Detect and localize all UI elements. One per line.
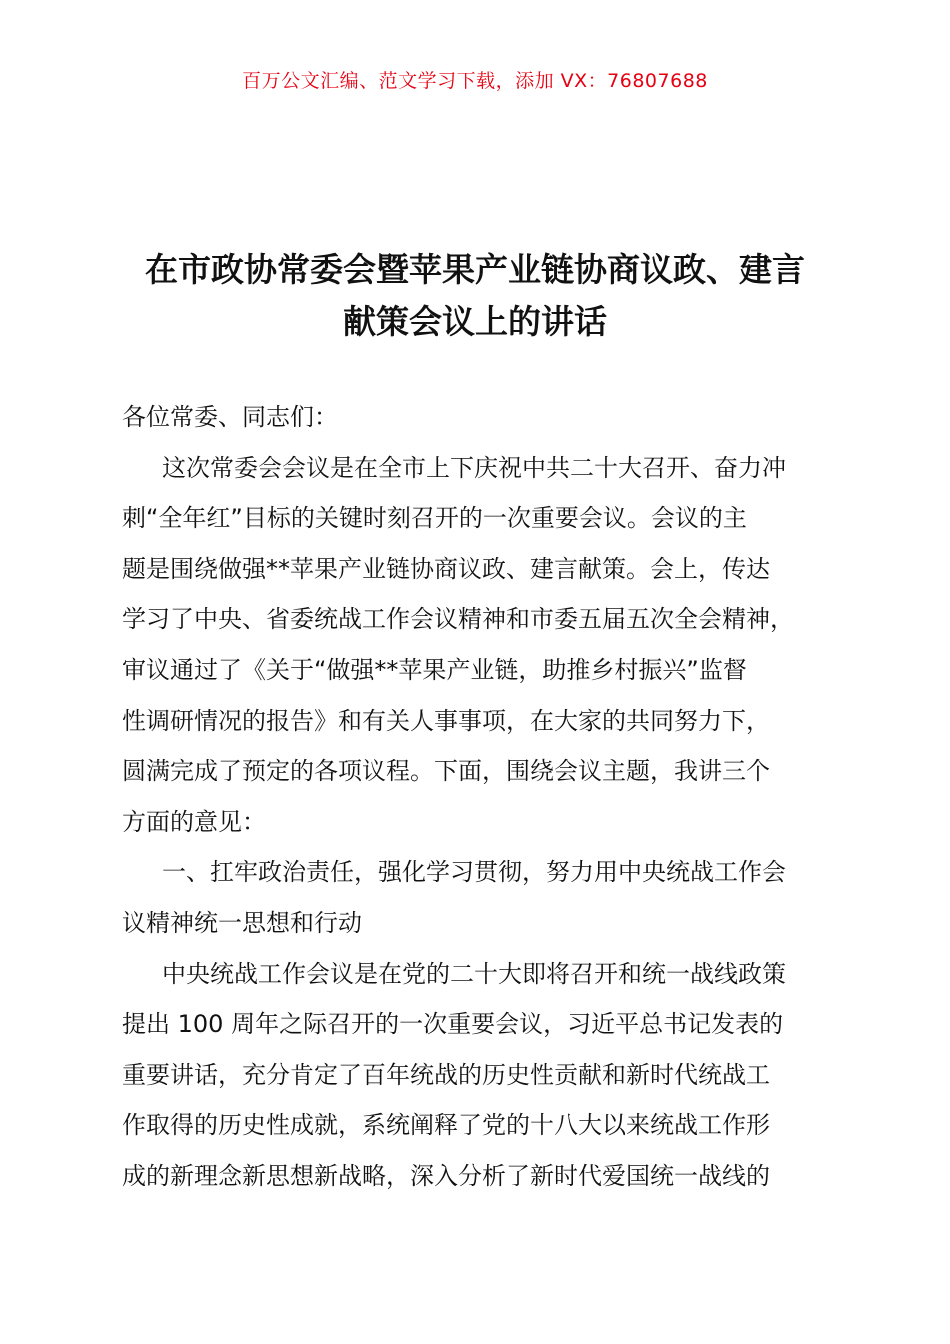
document-title bbox=[118, 244, 832, 348]
document-body bbox=[122, 392, 830, 1202]
paragraph-line: 成的新理念新思想新战略，深入分析了新时代爱国统一战线的 bbox=[122, 1161, 770, 1190]
title-line-1: 在市政协常委会暨苹果产业链协商议政、建言 bbox=[145, 250, 805, 289]
paragraph-line: 方面的意见： bbox=[122, 807, 266, 836]
paragraph-line: 性调研情况的报告》和有关人事事项，在大家的共同努力下， bbox=[122, 706, 770, 735]
section-heading-line: 一、扛牢政治责任，强化学习贯彻，努力用中央统战工作会 bbox=[162, 858, 786, 887]
paragraph-line: 学习了中央、省委统战工作会议精神和市委五届五次全会精神， bbox=[122, 605, 794, 634]
title-line-2: 献策会议上的讲话 bbox=[343, 302, 607, 341]
header-watermark-note: 百万公文汇编、范文学习下载，添加 VX：76807688 bbox=[242, 70, 708, 92]
paragraph-line: 中央统战工作会议是在党的二十大即将召开和统一战线政策 bbox=[162, 959, 786, 988]
section-heading-line: 议精神统一思想和行动 bbox=[122, 908, 362, 937]
salutation: 各位常委、同志们： bbox=[122, 403, 338, 431]
paragraph-line: 这次常委会会议是在全市上下庆祝中共二十大召开、奋力冲 bbox=[162, 453, 786, 482]
paragraph-line: 题是围绕做强**苹果产业链协商议政、建言献策。会上，传达 bbox=[122, 554, 770, 583]
paragraph-line: 圆满完成了预定的各项议程。下面，围绕会议主题，我讲三个 bbox=[122, 757, 770, 786]
paragraph-line: 作取得的历史性成就，系统阐释了党的十八大以来统战工作形 bbox=[122, 1111, 770, 1140]
paragraph-line: 重要讲话，充分肯定了百年统战的历史性贡献和新时代统战工 bbox=[122, 1060, 770, 1089]
paragraph-line: 提出 100 周年之际召开的一次重要会议，习近平总书记发表的 bbox=[122, 1010, 784, 1039]
paragraph-line: 审议通过了《关于“做强**苹果产业链，助推乡村振兴”监督 bbox=[122, 655, 747, 684]
paragraph-line: 刺“全年红”目标的关键时刻召开的一次重要会议。会议的主 bbox=[122, 504, 747, 533]
